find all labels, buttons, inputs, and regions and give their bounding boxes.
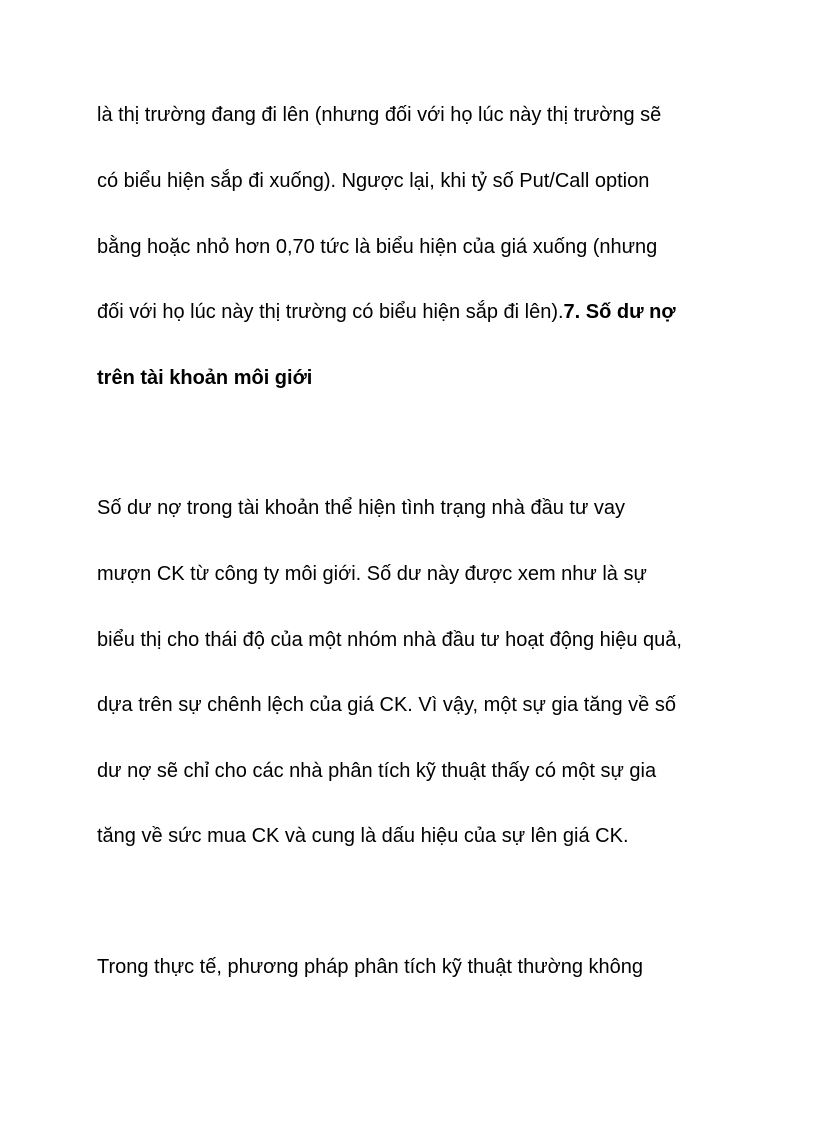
text-line: dư nợ sẽ chỉ cho các nhà phân tích kỹ thuật thấy có một sự gia [97, 760, 657, 782]
text-line: Trong thực tế, phương pháp phân tích kỹ thuật thường không [97, 956, 643, 978]
text-line: là thị trường đang đi lên (nhưng đối với họ lúc này thị trường sẽ [97, 104, 662, 126]
text-line: dựa trên sự chênh lệch của giá CK. Vì vậy, một sự gia tăng về số [97, 694, 676, 716]
text-line: Số dư nợ trong tài khoản thể hiện tình trạng nhà đầu tư vay [97, 497, 626, 519]
text-line: có biểu hiện sắp đi xuống). Ngược lại, khi tỷ số Put/Call option [97, 170, 650, 192]
text-line: bằng hoặc nhỏ hơn 0,70 tức là biểu hiện của giá xuống (nhưng [97, 236, 658, 258]
text-line: biểu thị cho thái độ của một nhóm nhà đầu tư hoạt động hiệu quả, [97, 629, 682, 651]
text-line [97, 300, 676, 324]
text-line: tăng về sức mua CK và cung là dấu hiệu của sự lên giá CK. [97, 825, 629, 847]
section-heading-continued: trên tài khoản môi giới [97, 367, 313, 389]
section-heading: 7. Số dư nợ [563, 301, 676, 323]
text-span: đối với họ lúc này thị trường có biểu hiện sắp đi lên). [97, 301, 564, 323]
text-line: mượn CK từ công ty môi giới. Số dư này được xem như là sự [97, 563, 647, 585]
